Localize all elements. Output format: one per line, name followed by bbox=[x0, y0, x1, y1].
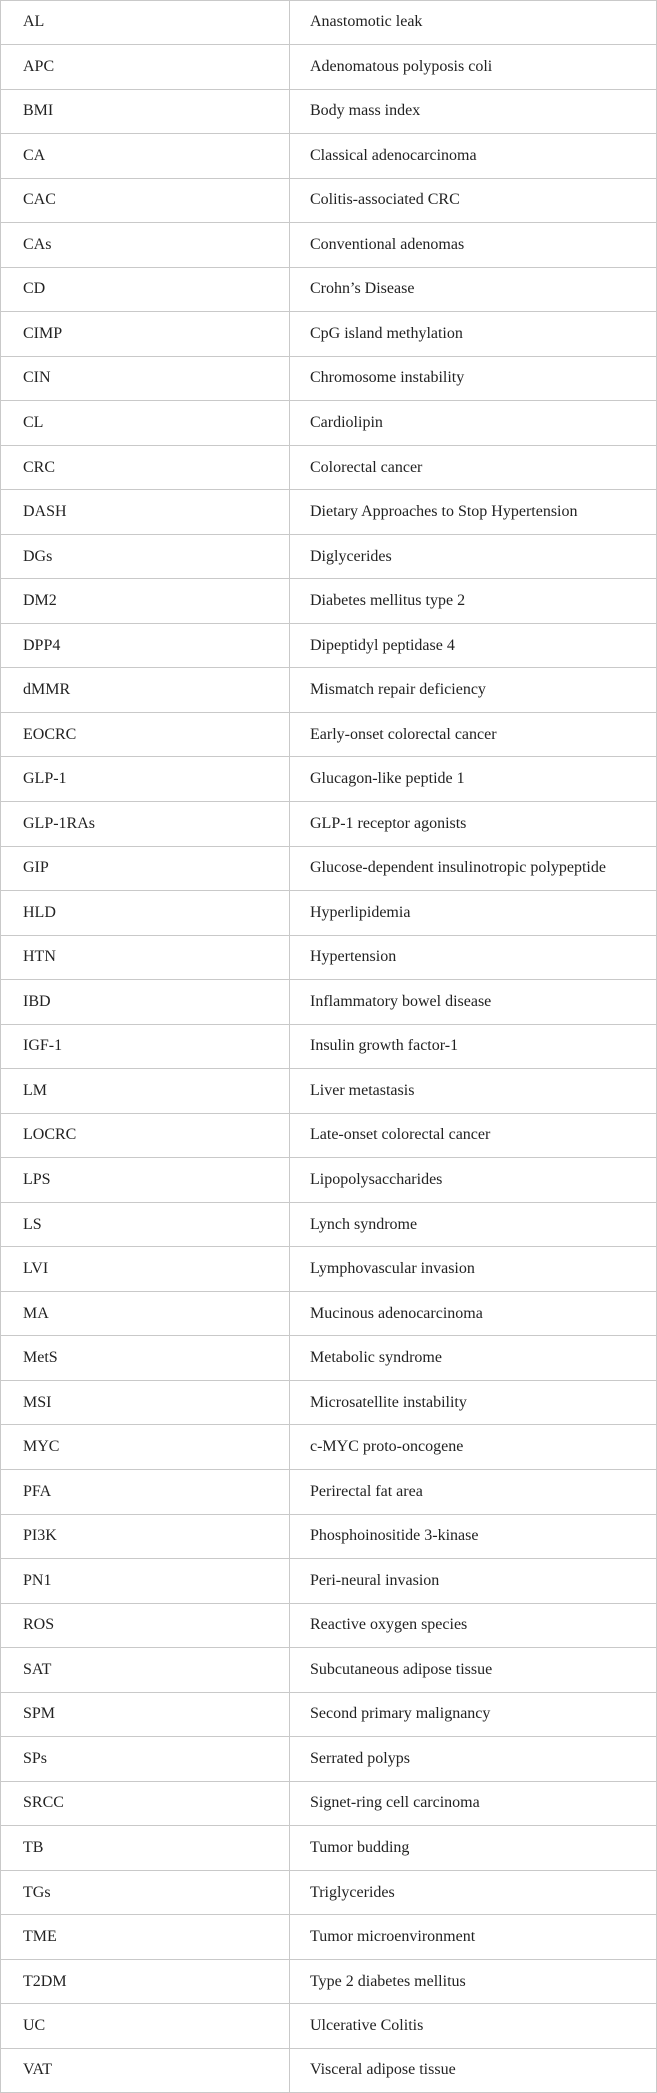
table-row bbox=[1, 1024, 656, 1069]
table-row bbox=[1, 1692, 656, 1737]
abbreviations-table bbox=[1, 1, 656, 2092]
table-row bbox=[1, 757, 656, 802]
definition-cell: Lynch syndrome bbox=[290, 1202, 657, 1247]
definition-cell: Anastomotic leak bbox=[310, 13, 423, 31]
abbreviation-cell: DPP4 bbox=[1, 623, 290, 668]
table-row bbox=[1, 1603, 656, 1648]
abbreviation-cell: SPM bbox=[1, 1692, 290, 1737]
definition-cell: CpG island methylation bbox=[290, 312, 657, 357]
abbreviation-cell: VAT bbox=[1, 2048, 290, 2092]
abbreviation-cell: BMI bbox=[1, 89, 290, 134]
abbreviation-cell: CAC bbox=[1, 178, 290, 223]
abbreviation-cell: LVI bbox=[1, 1247, 290, 1292]
abbreviation-cell: SPs bbox=[1, 1737, 290, 1782]
table-row bbox=[1, 1781, 656, 1826]
table-row bbox=[1, 267, 656, 312]
table-row bbox=[1, 1336, 656, 1381]
definition-cell: Inflammatory bowel disease bbox=[290, 980, 657, 1025]
table-row bbox=[1, 312, 656, 357]
table-row bbox=[1, 668, 656, 713]
abbreviation-cell: CIN bbox=[1, 356, 290, 401]
table-row bbox=[1, 490, 656, 535]
definition-cell: Perirectal fat area bbox=[290, 1469, 657, 1514]
abbreviation-cell: PFA bbox=[1, 1469, 290, 1514]
table-row bbox=[1, 1514, 656, 1559]
abbreviation-cell: ROS bbox=[1, 1603, 290, 1648]
abbreviation-cell: CL bbox=[1, 401, 290, 446]
abbreviation-cell: TB bbox=[1, 1826, 290, 1871]
table-row bbox=[1, 1425, 656, 1470]
table-row bbox=[1, 980, 656, 1025]
abbreviation-cell: MetS bbox=[1, 1336, 290, 1381]
abbreviation-cell: AL bbox=[1, 1, 290, 44]
abbreviation-cell: CA bbox=[1, 134, 290, 179]
abbreviation-cell: EOCRC bbox=[1, 712, 290, 757]
definition-cell: Early-onset colorectal cancer bbox=[290, 712, 657, 757]
definition-cell: Glucose-dependent insulinotropic polypeptide bbox=[290, 846, 657, 891]
definition-cell: Lymphovascular invasion bbox=[290, 1247, 657, 1292]
definition-cell: Serrated polyps bbox=[290, 1737, 657, 1782]
definition-cell: Cardiolipin bbox=[290, 401, 657, 446]
definition-cell: Classical adenocarcinoma bbox=[290, 134, 657, 179]
table-row bbox=[1, 356, 656, 401]
definition-cell: Insulin growth factor-1 bbox=[290, 1024, 657, 1069]
abbreviation-cell: CD bbox=[1, 267, 290, 312]
abbreviation-cell: DGs bbox=[1, 534, 290, 579]
abbreviation-cell: CAs bbox=[1, 223, 290, 268]
abbreviation-cell: MYC bbox=[1, 1425, 290, 1470]
abbreviation-cell: dMMR bbox=[1, 668, 290, 713]
definition-cell: Liver metastasis bbox=[290, 1069, 657, 1114]
abbreviation-cell: GLP-1 bbox=[1, 757, 290, 802]
definition-cell: Microsatellite instability bbox=[290, 1380, 657, 1425]
abbreviation-cell: LS bbox=[1, 1202, 290, 1247]
table-row bbox=[1, 445, 656, 490]
definition-cell: Mismatch repair deficiency bbox=[290, 668, 657, 713]
abbreviation-cell: HLD bbox=[1, 891, 290, 936]
definition-cell: Second primary malignancy bbox=[290, 1692, 657, 1737]
definition-cell: Signet-ring cell carcinoma bbox=[290, 1781, 657, 1826]
table-row bbox=[1, 1380, 656, 1425]
abbreviation-cell: DM2 bbox=[1, 579, 290, 624]
definition-cell: Lipopolysaccharides bbox=[290, 1158, 657, 1203]
definition-cell: GLP-1 receptor agonists bbox=[290, 802, 657, 847]
abbreviation-cell: APC bbox=[1, 44, 290, 89]
definition-cell: Colorectal cancer bbox=[290, 445, 657, 490]
definition-cell: Late-onset colorectal cancer bbox=[290, 1113, 657, 1158]
definition-cell: Adenomatous polyposis coli bbox=[290, 44, 657, 89]
table-row bbox=[1, 1915, 656, 1960]
abbreviation-cell: UC bbox=[1, 2004, 290, 2049]
table-row bbox=[1, 1648, 656, 1693]
definition-cell: Ulcerative Colitis bbox=[290, 2004, 657, 2049]
table-row bbox=[1, 178, 656, 223]
abbreviation-cell: SRCC bbox=[1, 1781, 290, 1826]
definition-cell: Body mass index bbox=[290, 89, 657, 134]
table-row bbox=[1, 1158, 656, 1203]
table-row bbox=[1, 534, 656, 579]
table-row bbox=[1, 623, 656, 668]
abbreviations-table-body bbox=[1, 1, 656, 2092]
definition-cell: Hyperlipidemia bbox=[290, 891, 657, 936]
abbreviation-cell: PI3K bbox=[1, 1514, 290, 1559]
definition-cell: Phosphoinositide 3-kinase bbox=[290, 1514, 657, 1559]
table-row bbox=[1, 134, 656, 179]
abbreviation-cell: T2DM bbox=[1, 1959, 290, 2004]
table-row bbox=[1, 579, 656, 624]
table-row bbox=[1, 846, 656, 891]
definition-cell: Triglycerides bbox=[290, 1870, 657, 1915]
table-row bbox=[1, 44, 656, 89]
table-row bbox=[1, 2048, 656, 2092]
definition-cell: Reactive oxygen species bbox=[290, 1603, 657, 1648]
definition-cell: Glucagon-like peptide 1 bbox=[290, 757, 657, 802]
abbreviation-cell: MA bbox=[1, 1291, 290, 1336]
definition-cell: Type 2 diabetes mellitus bbox=[290, 1959, 657, 2004]
abbreviation-cell: GIP bbox=[1, 846, 290, 891]
abbreviation-cell: LOCRC bbox=[1, 1113, 290, 1158]
table-row bbox=[1, 1069, 656, 1114]
definition-cell: Subcutaneous adipose tissue bbox=[290, 1648, 657, 1693]
table-row bbox=[1, 1247, 656, 1292]
table-row bbox=[1, 223, 656, 268]
table-row bbox=[1, 1113, 656, 1158]
abbreviation-cell: HTN bbox=[1, 935, 290, 980]
table-row bbox=[1, 712, 656, 757]
definition-cell: Conventional adenomas bbox=[290, 223, 657, 268]
table-row bbox=[1, 1291, 656, 1336]
abbreviation-cell: LPS bbox=[1, 1158, 290, 1203]
table-row bbox=[1, 802, 656, 847]
definition-cell: Visceral adipose tissue bbox=[290, 2048, 657, 2092]
table-row bbox=[1, 1737, 656, 1782]
table-row bbox=[1, 1870, 656, 1915]
definition-cell: Peri-neural invasion bbox=[290, 1559, 657, 1604]
definition-cell: Diglycerides bbox=[290, 534, 657, 579]
abbreviation-cell: IBD bbox=[1, 980, 290, 1025]
abbreviation-cell: CRC bbox=[1, 445, 290, 490]
definition-cell: Hypertension bbox=[290, 935, 657, 980]
definition-cell: Crohn’s Disease bbox=[290, 267, 657, 312]
abbreviation-cell: TME bbox=[1, 1915, 290, 1960]
definition-cell: Colitis-associated CRC bbox=[290, 178, 657, 223]
abbreviation-cell: MSI bbox=[1, 1380, 290, 1425]
abbreviation-cell: DASH bbox=[1, 490, 290, 535]
definition-cell: Dipeptidyl peptidase 4 bbox=[290, 623, 657, 668]
table-row bbox=[1, 1826, 656, 1871]
abbreviation-cell: LM bbox=[1, 1069, 290, 1114]
abbreviation-cell: GLP-1RAs bbox=[1, 802, 290, 847]
definition-cell: Tumor microenvironment bbox=[290, 1915, 657, 1960]
definition-cell: Tumor budding bbox=[290, 1826, 657, 1871]
definition-cell: c-MYC proto-oncogene bbox=[290, 1425, 657, 1470]
definition-cell: Dietary Approaches to Stop Hypertension bbox=[290, 490, 657, 535]
definition-cell: Chromosome instability bbox=[290, 356, 657, 401]
table-row bbox=[1, 1, 656, 44]
table-row bbox=[1, 935, 656, 980]
abbreviation-cell: PN1 bbox=[1, 1559, 290, 1604]
table-row bbox=[1, 891, 656, 936]
definition-cell: Metabolic syndrome bbox=[290, 1336, 657, 1381]
table-row bbox=[1, 2004, 656, 2049]
table-row bbox=[1, 89, 656, 134]
table-row bbox=[1, 1559, 656, 1604]
abbreviation-cell: IGF-1 bbox=[1, 1024, 290, 1069]
table-row bbox=[1, 401, 656, 446]
table-row bbox=[1, 1469, 656, 1514]
abbreviation-cell: TGs bbox=[1, 1870, 290, 1915]
table-row bbox=[1, 1959, 656, 2004]
abbreviation-cell: SAT bbox=[1, 1648, 290, 1693]
definition-cell: Diabetes mellitus type 2 bbox=[290, 579, 657, 624]
abbreviation-cell: CIMP bbox=[1, 312, 290, 357]
definition-cell: Mucinous adenocarcinoma bbox=[290, 1291, 657, 1336]
table-row bbox=[1, 1202, 656, 1247]
